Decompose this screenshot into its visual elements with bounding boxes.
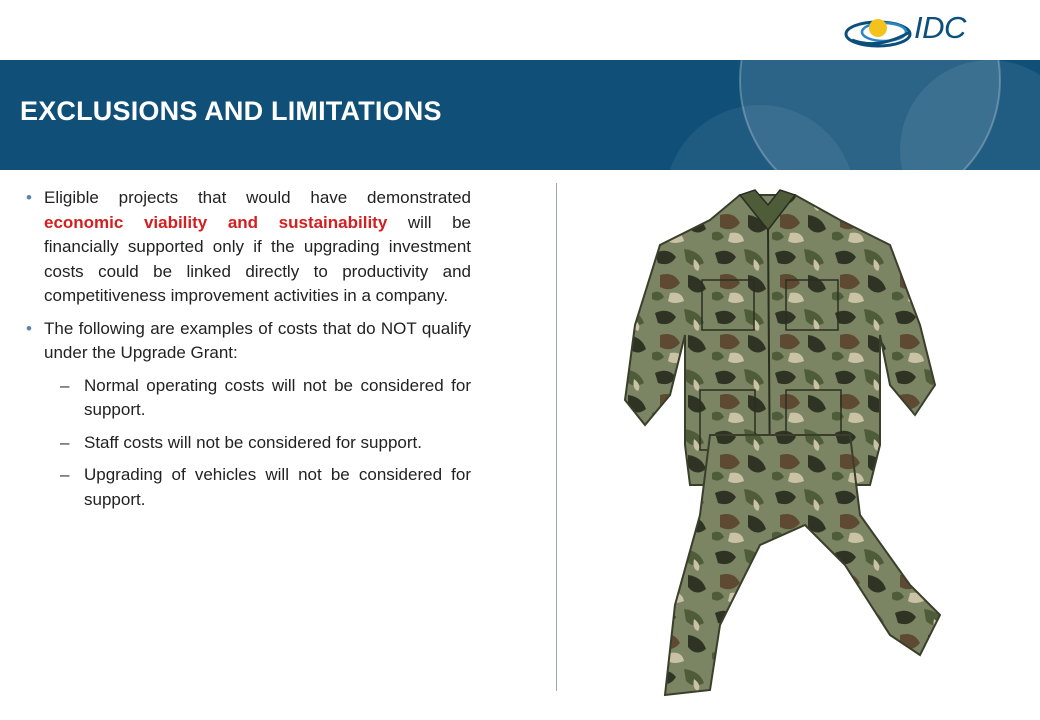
logo-text: IDC [914,10,966,45]
dash-marker: – [60,432,70,452]
bullet-text: The following are examples of costs that do NOT qualify under the Upgrade Grant: [44,318,471,362]
slide-content [26,186,471,520]
sub-item-text: Normal operating costs will not be considered for support. [84,375,471,419]
bullet-text-before: Eligible projects that would have demonstrated [44,188,471,207]
slide-title: EXCLUSIONS AND LIMITATIONS [20,96,442,126]
sub-item-text: Upgrading of vehicles will not be considered for support. [84,465,471,509]
bullet-marker: • [26,188,32,207]
vertical-divider [556,183,557,691]
sub-item-vehicles [26,463,471,512]
dash-marker: – [60,375,70,395]
bullet-text-after: will be financially supported only if the upgrading investment costs could be linked directly to productivity and competitiveness improvement activities in a company. [44,212,471,305]
camouflage-uniform-image [590,185,950,705]
sub-item-operating-costs [26,374,471,423]
dash-marker: – [60,465,70,484]
sub-item-staff-costs [26,431,471,456]
bullet-marker: • [26,318,32,338]
sub-item-text: Staff costs will not be considered for support. [84,432,422,452]
bullet-item-eligible-projects [26,186,471,309]
bullet-item-costs-not-qualify [26,317,471,366]
bullet-highlight: economic viability and sustainability [44,212,388,232]
